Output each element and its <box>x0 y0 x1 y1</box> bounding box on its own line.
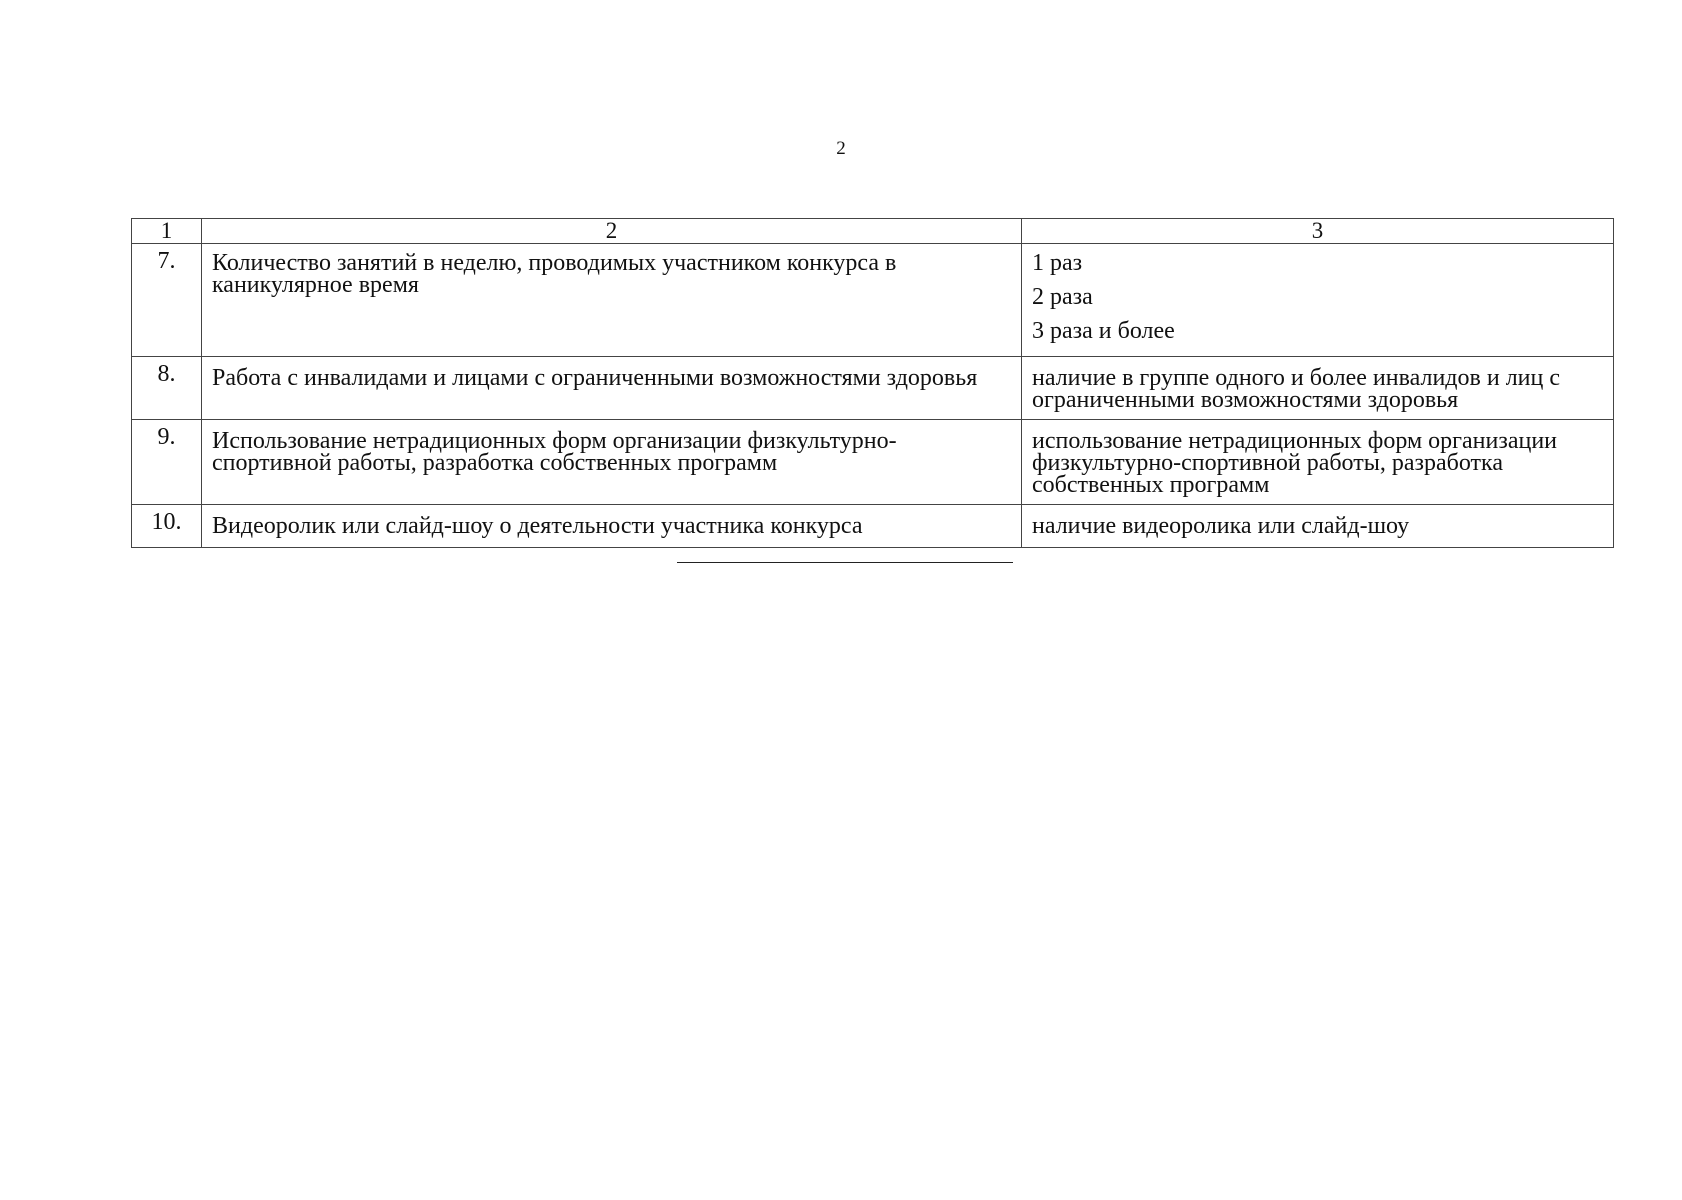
row-number: 9. <box>132 420 202 505</box>
criterion-cell: Работа с инвалидами и лицами с ограниченными возможностями здоровья <box>202 357 1022 420</box>
row-number: 7. <box>132 244 202 357</box>
column-number-2: 2 <box>202 219 1022 244</box>
value-cell <box>1022 505 1614 548</box>
value-cell <box>1022 420 1614 505</box>
table-row <box>132 357 1614 420</box>
criterion-cell: Видеоролик или слайд-шоу о деятельности участника конкурса <box>202 505 1022 548</box>
table-row <box>132 505 1614 548</box>
value-cell <box>1022 357 1614 420</box>
row-number: 10. <box>132 505 202 548</box>
value-option: 3 раза и более <box>1032 318 1175 344</box>
criterion-cell: Количество занятий в неделю, проводимых участником конкурса в каникулярное время <box>202 244 1022 357</box>
column-number-3: 3 <box>1022 219 1614 244</box>
criterion-cell: Использование нетрадиционных форм организации физкультурно-спортивной работы, разработка собственных программ <box>202 420 1022 505</box>
criteria-table <box>131 218 1614 548</box>
row-number: 8. <box>132 357 202 420</box>
column-number-row <box>132 219 1614 244</box>
value-option: наличие видеоролика или слайд-шоу <box>1032 513 1410 539</box>
value-option: 1 раз <box>1032 250 1083 276</box>
value-cell <box>1022 244 1614 357</box>
page-number: 2 <box>836 138 846 159</box>
column-number-1: 1 <box>132 219 202 244</box>
value-option: наличие в группе одного и более инвалидов и лиц с ограниченными возможностями здоровья <box>1032 365 1561 413</box>
table-row <box>132 244 1614 357</box>
value-option: использование нетрадиционных форм организации физкультурно-спортивной работы, разработка собственных программ <box>1032 428 1557 498</box>
table-row <box>132 420 1614 505</box>
value-option: 2 раза <box>1032 284 1093 310</box>
closing-divider <box>677 562 1013 563</box>
